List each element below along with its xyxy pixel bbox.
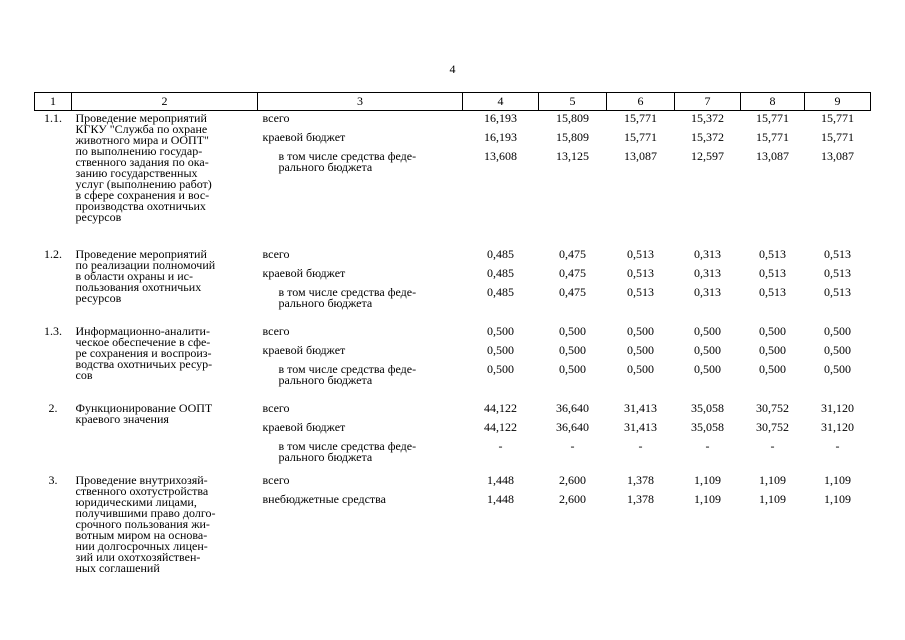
amount-value: 0,513 xyxy=(759,265,786,280)
year-value-cell xyxy=(539,111,607,247)
funding-source-cell xyxy=(258,247,463,324)
amount-value: 0,500 xyxy=(627,342,654,357)
amount-value: 0,500 xyxy=(759,342,786,357)
year-value-cell xyxy=(805,247,871,324)
amount-value: 0,500 xyxy=(694,323,721,338)
amount-value: 2,600 xyxy=(559,472,586,487)
amount-value: 0,500 xyxy=(559,342,586,357)
row-number: 3. xyxy=(48,472,58,487)
row-number: 1.3. xyxy=(44,323,62,338)
activity-name-cell xyxy=(72,247,258,324)
amount-value: 44,122 xyxy=(484,400,517,415)
amount-value: 15,771 xyxy=(756,130,789,144)
year-value-cell xyxy=(805,401,871,473)
amount-value: 36,640 xyxy=(556,419,589,434)
amount-value: 12,597 xyxy=(691,149,724,163)
amount-value: 15,771 xyxy=(624,130,657,144)
funding-source-cell xyxy=(258,111,463,247)
amount-value: - xyxy=(638,438,643,453)
amount-value: 31,120 xyxy=(821,419,854,434)
year-value-cell xyxy=(675,111,741,247)
funding-source-label: всего xyxy=(262,246,290,261)
amount-value: 0,500 xyxy=(824,361,851,376)
amount-value: - xyxy=(770,438,775,453)
funding-source-label: всего xyxy=(262,111,290,125)
year-value-cell xyxy=(607,473,675,591)
year-value-cell xyxy=(607,247,675,324)
funding-source-label: всего xyxy=(262,400,290,415)
amount-value: 1,378 xyxy=(627,491,654,506)
amount-value: 16,193 xyxy=(484,130,517,144)
amount-value: 0,513 xyxy=(759,284,786,299)
activity-name: Информационно-аналити- ческое обеспечение в сфе- ре сохранения и воспроиз- водства охотничьих ресур- сов xyxy=(75,323,213,382)
amount-value: 13,087 xyxy=(624,149,657,163)
amount-value: 0,513 xyxy=(824,246,851,261)
amount-value: 13,608 xyxy=(484,149,517,163)
amount-value: 13,087 xyxy=(756,149,789,163)
funding-source-label: в том числе средства феде- рального бюджета xyxy=(278,149,417,174)
funding-source-label: всего xyxy=(262,472,290,487)
funding-source-label: краевой бюджет xyxy=(262,130,346,144)
row-number: 1.2. xyxy=(44,246,62,261)
amount-value: 0,475 xyxy=(559,284,586,299)
table-row xyxy=(35,247,871,324)
column-header: 6 xyxy=(607,93,675,111)
funding-source-label: в том числе средства феде- рального бюджета xyxy=(278,284,417,310)
amount-value: 0,500 xyxy=(487,361,514,376)
amount-value: 0,475 xyxy=(559,265,586,280)
amount-value: 0,513 xyxy=(824,265,851,280)
column-header: 3 xyxy=(258,93,463,111)
amount-value: 35,058 xyxy=(691,400,724,415)
amount-value: 1,378 xyxy=(627,472,654,487)
column-header: 9 xyxy=(805,93,871,111)
amount-value: 30,752 xyxy=(756,400,789,415)
amount-value: 0,313 xyxy=(694,246,721,261)
amount-value: 1,109 xyxy=(824,472,851,487)
year-value-cell xyxy=(675,247,741,324)
row-number: 2. xyxy=(48,400,58,415)
year-value-cell xyxy=(741,324,805,401)
amount-value: 0,485 xyxy=(487,265,514,280)
amount-value: 15,771 xyxy=(821,130,854,144)
amount-value: 0,500 xyxy=(759,361,786,376)
table-header xyxy=(35,93,871,111)
amount-value: 0,500 xyxy=(487,342,514,357)
activity-name: Функционирование ООПТ краевого значения xyxy=(75,400,213,426)
activity-name: Проведение внутрихозяй- ственного охотустройства юридическими лицами, получившими право долго- срочного пользования жи- вотным миром на основа- нии долгосрочных лицен- зий или охотхозяйствен- ных соглашений xyxy=(75,472,216,575)
amount-value: 15,372 xyxy=(691,130,724,144)
amount-value: - xyxy=(705,438,710,453)
funding-source-label: в том числе средства феде- рального бюджета xyxy=(278,438,417,464)
funding-source-label: краевой бюджет xyxy=(262,265,346,280)
funding-source-label: краевой бюджет xyxy=(262,342,346,357)
amount-value: 0,513 xyxy=(627,284,654,299)
funding-source-cell xyxy=(258,473,463,591)
year-value-cell xyxy=(463,247,539,324)
funding-source-cell xyxy=(258,401,463,473)
amount-value: 31,413 xyxy=(624,400,657,415)
amount-value: 0,500 xyxy=(694,342,721,357)
amount-value: 1,448 xyxy=(487,472,514,487)
year-value-cell xyxy=(539,473,607,591)
amount-value: 31,413 xyxy=(624,419,657,434)
table-row xyxy=(35,324,871,401)
amount-value: 15,771 xyxy=(756,111,789,125)
year-value-cell xyxy=(463,473,539,591)
amount-value: 0,513 xyxy=(824,284,851,299)
amount-value: 0,500 xyxy=(559,323,586,338)
amount-value: 0,475 xyxy=(559,246,586,261)
amount-value: 15,809 xyxy=(556,111,589,125)
amount-value: 0,500 xyxy=(627,361,654,376)
amount-value: 1,448 xyxy=(487,491,514,506)
year-value-cell xyxy=(463,324,539,401)
activity-name-cell xyxy=(72,324,258,401)
amount-value: 15,771 xyxy=(821,111,854,125)
amount-value: - xyxy=(570,438,575,453)
amount-value: 1,109 xyxy=(694,472,721,487)
amount-value: 1,109 xyxy=(824,491,851,506)
amount-value: 0,500 xyxy=(824,342,851,357)
amount-value: 0,485 xyxy=(487,284,514,299)
amount-value: 0,313 xyxy=(694,265,721,280)
amount-value: 35,058 xyxy=(691,419,724,434)
amount-value: 1,109 xyxy=(759,472,786,487)
year-value-cell xyxy=(607,111,675,247)
table-row xyxy=(35,473,871,591)
year-value-cell xyxy=(675,473,741,591)
amount-value: 30,752 xyxy=(756,419,789,434)
amount-value: 2,600 xyxy=(559,491,586,506)
amount-value: 0,313 xyxy=(694,284,721,299)
table-row xyxy=(35,401,871,473)
amount-value: 0,500 xyxy=(559,361,586,376)
header-row xyxy=(35,93,871,111)
activity-name: Проведение мероприятий по реализации полномочий в области охраны и ис- пользования охотничьих ресурсов xyxy=(75,246,216,305)
row-number: 1.1. xyxy=(44,111,62,125)
amount-value: 0,513 xyxy=(759,246,786,261)
year-value-cell xyxy=(805,111,871,247)
funding-source-label: краевой бюджет xyxy=(262,419,346,434)
year-value-cell xyxy=(539,324,607,401)
year-value-cell xyxy=(741,111,805,247)
amount-value: 13,125 xyxy=(556,149,589,163)
amount-value: 15,771 xyxy=(624,111,657,125)
amount-value: 16,193 xyxy=(484,111,517,125)
amount-value: 0,513 xyxy=(627,246,654,261)
year-value-cell xyxy=(675,324,741,401)
year-value-cell xyxy=(741,247,805,324)
year-value-cell xyxy=(675,401,741,473)
year-value-cell xyxy=(805,473,871,591)
activity-name-cell xyxy=(72,111,258,247)
funding-source-label: всего xyxy=(262,323,290,338)
amount-value: 1,109 xyxy=(694,491,721,506)
column-header: 5 xyxy=(539,93,607,111)
column-header: 2 xyxy=(72,93,258,111)
page-number: 4 xyxy=(449,62,456,76)
amount-value: 0,500 xyxy=(627,323,654,338)
amount-value: 0,500 xyxy=(759,323,786,338)
amount-value: - xyxy=(498,438,503,453)
year-value-cell xyxy=(463,401,539,473)
amount-value: - xyxy=(835,438,840,453)
year-value-cell xyxy=(607,401,675,473)
activity-name-cell xyxy=(72,473,258,591)
column-header: 7 xyxy=(675,93,741,111)
year-value-cell xyxy=(539,247,607,324)
activity-name-cell xyxy=(72,401,258,473)
year-value-cell xyxy=(463,111,539,247)
amount-value: 15,809 xyxy=(556,130,589,144)
year-value-cell xyxy=(805,324,871,401)
amount-value: 0,500 xyxy=(487,323,514,338)
year-value-cell xyxy=(539,401,607,473)
column-header: 8 xyxy=(741,93,805,111)
amount-value: 1,109 xyxy=(759,491,786,506)
amount-value: 31,120 xyxy=(821,400,854,415)
amount-value: 0,500 xyxy=(694,361,721,376)
amount-value: 15,372 xyxy=(691,111,724,125)
column-header: 4 xyxy=(463,93,539,111)
column-header: 1 xyxy=(35,93,72,111)
amount-value: 0,513 xyxy=(627,265,654,280)
table-body xyxy=(35,111,871,591)
year-value-cell xyxy=(741,473,805,591)
amount-value: 13,087 xyxy=(821,149,854,163)
funding-source-cell xyxy=(258,324,463,401)
amount-value: 0,500 xyxy=(824,323,851,338)
amount-value: 36,640 xyxy=(556,400,589,415)
year-value-cell xyxy=(607,324,675,401)
funding-source-label: в том числе средства феде- рального бюджета xyxy=(278,361,417,387)
year-value-cell xyxy=(741,401,805,473)
program-table xyxy=(34,92,871,591)
funding-source-label: внебюджетные средства xyxy=(262,491,386,506)
activity-name: Проведение мероприятий КГКУ "Служба по охране животного мира и ООПТ" по выполнению государ- ственного задания по ока- занию государственных услуг (выполнению работ) в сфере сохранения и вос- производства охотничьих ресурсов xyxy=(75,111,212,224)
amount-value: 0,485 xyxy=(487,246,514,261)
amount-value: 44,122 xyxy=(484,419,517,434)
table-row xyxy=(35,111,871,247)
